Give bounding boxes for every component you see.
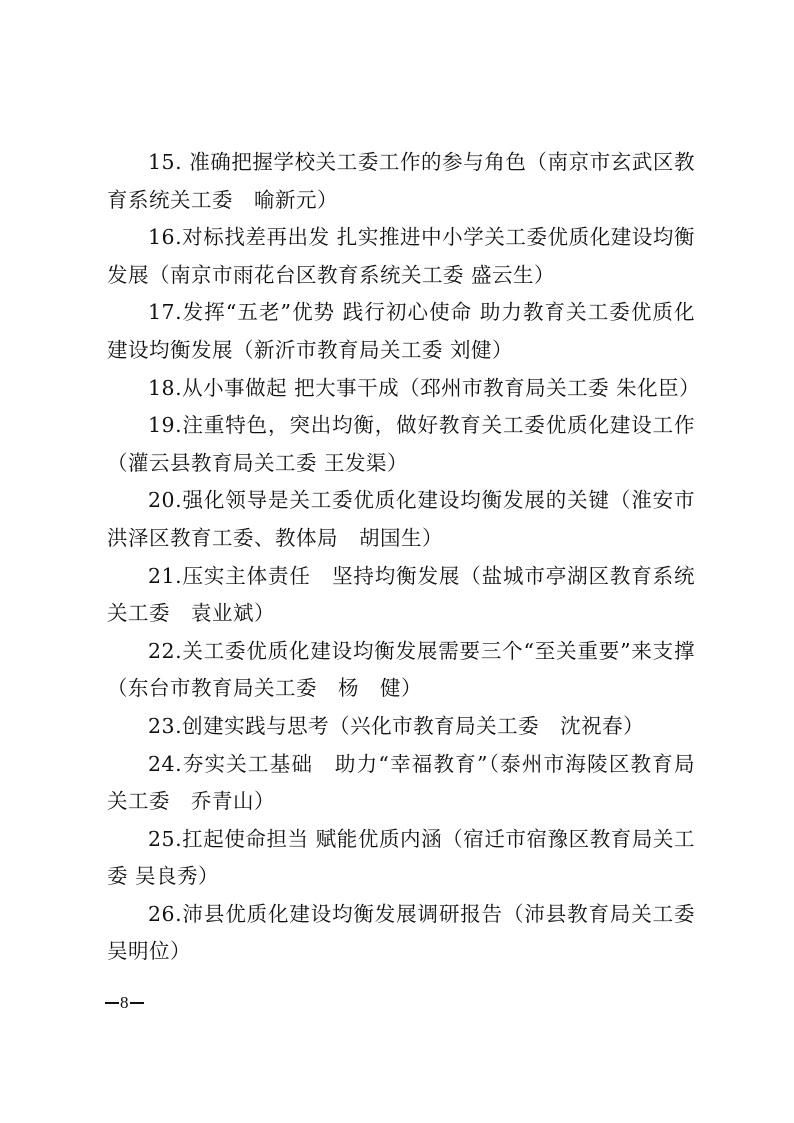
list-item: 19.注重特色，突出均衡，做好教育关工委优质化建设工作（灌云县教育局关工委 王发渠） xyxy=(107,413,695,475)
page-number-right-dash xyxy=(130,1002,144,1004)
list-item: 15. 准确把握学校关工委工作的参与角色（南京市玄武区教育系统关工委 喻新元） xyxy=(107,150,695,212)
list-item: 25.扛起使命担当 赋能优质内涵（宿迁市宿豫区教育局关工委 吴良秀） xyxy=(107,826,695,889)
list-item: 18.从小事做起 把大事干成（邳州市教育局关工委 朱化臣） xyxy=(148,375,701,400)
list-item: 16.对标找差再出发 扎实推进中小学关工委优质化建设均衡发展（南京市雨花台区教育系统关工委 盛云生） xyxy=(107,225,695,287)
page-number-left-dash xyxy=(105,1002,119,1004)
list-item: 22.关工委优质化建设均衡发展需要三个“至关重要”来支撑（东台市教育局关工委 杨 健） xyxy=(107,638,695,701)
list-item: 26.沛县优质化建设均衡发展调研报告（沛县教育局关工委吴明位） xyxy=(107,901,695,964)
list-item: 23.创建实践与思考（兴化市教育局关工委 沈祝春） xyxy=(148,713,645,738)
list-item: 21.压实主体责任 坚持均衡发展（盐城市亭湖区教育系统关工委 袁业斌） xyxy=(107,563,695,626)
page-number-value: 8 xyxy=(120,993,129,1012)
document-body xyxy=(107,144,701,971)
page-number xyxy=(104,993,145,1013)
list-item: 20.强化领导是关工委优质化建设均衡发展的关键（淮安市洪泽区教育工委、教体局 胡国生） xyxy=(107,488,695,550)
list-item: 17.发挥“五老”优势 践行初心使命 助力教育关工委优质化建设均衡发展（新沂市教育局关工委 刘健） xyxy=(107,300,695,362)
list-item: 24.夯实关工基础 助力“幸福教育”（泰州市海陵区教育局关工委 乔青山） xyxy=(107,751,695,814)
